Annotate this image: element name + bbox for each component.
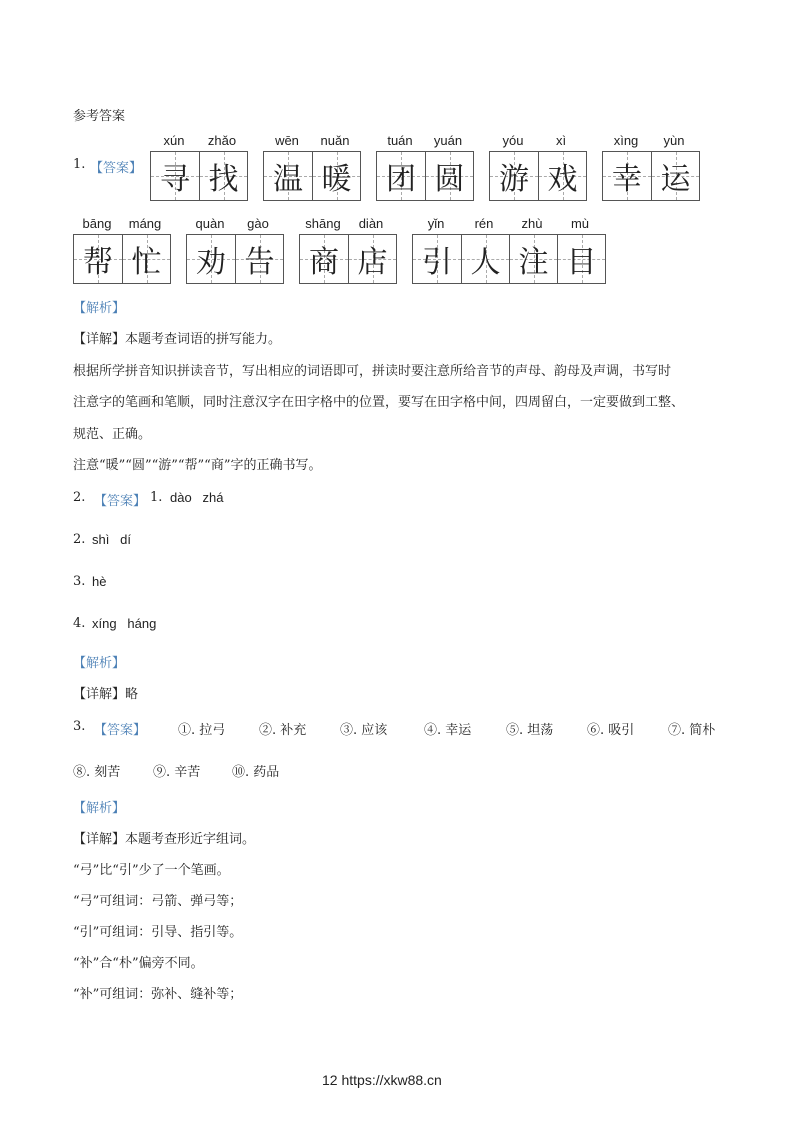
tianzige-cell <box>235 235 283 283</box>
pinyin-syllable: máng <box>128 216 162 231</box>
written-character: 找 <box>208 162 239 197</box>
written-character: 人 <box>470 245 501 280</box>
pinyin-label-group <box>150 133 246 148</box>
written-character: 店 <box>357 245 388 280</box>
tianzige-word-box <box>299 234 397 284</box>
pinyin-syllable: xún <box>163 133 185 148</box>
q3-detail-line: 【详解】本题考查形近字组词。 <box>73 832 256 847</box>
q3-answer-item: ④. 幸运 <box>424 723 472 738</box>
q2-detail: 【详解】略 <box>73 687 139 702</box>
written-character: 引 <box>422 245 452 280</box>
pinyin-label-group <box>263 133 359 148</box>
pinyin-syllable: zhù <box>521 216 543 231</box>
tianzige-cell <box>377 152 425 200</box>
q3-detail-line: “补”可组词：弥补、缝补等； <box>73 987 243 1002</box>
q3-answer-item: ③. 应该 <box>340 723 388 738</box>
tianzige-cell <box>651 152 699 200</box>
pinyin-label-group <box>602 133 698 148</box>
q3-analysis-tag: 【解析】 <box>73 801 126 816</box>
written-character: 商 <box>309 245 339 280</box>
tianzige-cell <box>538 152 586 200</box>
q3-answer-item: ⑥. 吸引 <box>587 723 635 738</box>
page-footer: 12 https://xkw88.cn <box>322 1072 442 1088</box>
tianzige-word-box <box>186 234 284 284</box>
q2-answer-4: xíng háng <box>92 616 157 631</box>
tianzige-cell <box>122 235 170 283</box>
pinyin-syllable: xìng <box>613 133 639 148</box>
q1-number: 1. <box>73 157 86 172</box>
pinyin-label-group <box>489 133 585 148</box>
q1-detail: 【详解】本题考查词语的拼写能力。 <box>73 332 282 347</box>
pinyin-syllable: wēn <box>275 133 299 148</box>
pinyin-syllable: zhǎo <box>207 133 237 148</box>
tianzige-word-box <box>489 151 587 201</box>
pinyin-syllable: bāng <box>82 216 112 231</box>
pinyin-label-group <box>376 133 472 148</box>
pinyin-label-group <box>412 216 604 231</box>
written-character: 圆 <box>434 162 465 197</box>
q1-note: 注意“暖”“圆”“游”“帮”“商”字的正确书写。 <box>73 458 322 473</box>
tianzige-word-box <box>73 234 171 284</box>
written-character: 戏 <box>547 162 578 197</box>
tianzige-word-box <box>602 151 700 201</box>
pinyin-syllable: mù <box>570 216 590 231</box>
pinyin-syllable: yùn <box>663 133 685 148</box>
written-character: 目 <box>566 245 597 280</box>
tianzige-cell <box>490 152 538 200</box>
q1-paragraph-3: 规范、正确。 <box>73 427 152 442</box>
written-character: 忙 <box>131 245 162 280</box>
tianzige-cell <box>413 235 461 283</box>
pinyin-syllable: tuán <box>387 133 413 148</box>
q1-paragraph-2: 注意字的笔画和笔顺，同时注意汉字在田字格中的位置，要写在田字格中间，四周留白，一定要做到工整、 <box>73 395 685 410</box>
tianzige-cell <box>509 235 557 283</box>
tianzige-cell <box>74 235 122 283</box>
written-character: 劝 <box>196 245 226 280</box>
tianzige-cell <box>300 235 348 283</box>
q3-answer-item: ①. 拉弓 <box>178 723 226 738</box>
q3-answer-tag: 【答案】 <box>94 723 147 738</box>
tianzige-cell <box>348 235 396 283</box>
tianzige-cell <box>199 152 247 200</box>
written-character: 告 <box>244 245 275 280</box>
q1-analysis-tag: 【解析】 <box>73 301 126 316</box>
written-character: 团 <box>386 162 416 197</box>
written-character: 暖 <box>321 162 352 197</box>
tianzige-word-box <box>150 151 248 201</box>
q2-answer-3: hè <box>92 574 107 589</box>
q2-answer-2-number: 2. <box>73 532 86 547</box>
q2-answer-1: dào zhá <box>170 490 224 505</box>
tianzige-word-box <box>376 151 474 201</box>
pinyin-syllable: quàn <box>195 216 225 231</box>
q1-paragraph-1: 根据所学拼音知识拼读音节，写出相应的词语即可，拼读时要注意所给音节的声母、韵母及声调，书写时 <box>73 364 672 379</box>
q1-answer-tag: 【答案】 <box>90 161 143 176</box>
pinyin-label-group <box>186 216 282 231</box>
tianzige-cell <box>187 235 235 283</box>
tianzige-word-box <box>263 151 361 201</box>
pinyin-syllable: yǐn <box>427 216 445 231</box>
written-character: 游 <box>499 162 529 197</box>
q3-answer-item: ⑦. 简朴 <box>668 723 716 738</box>
q2-answer-1-number: 1. <box>150 490 163 505</box>
q2-answer-2: shì dí <box>92 532 132 547</box>
pinyin-syllable: yuán <box>433 133 463 148</box>
q3-answer-item: ⑤. 坦荡 <box>506 723 554 738</box>
tianzige-word-box <box>412 234 606 284</box>
page-title: 参考答案 <box>73 109 126 124</box>
tianzige-cell <box>312 152 360 200</box>
q2-answer-4-number: 4. <box>73 616 86 631</box>
pinyin-syllable: xì <box>555 133 567 148</box>
q2-analysis-tag: 【解析】 <box>73 656 126 671</box>
written-character: 幸 <box>612 162 642 197</box>
q3-answer-item: ②. 补充 <box>259 723 307 738</box>
q3-detail-line: “补”合“朴”偏旁不同。 <box>73 956 204 971</box>
pinyin-syllable: shāng <box>305 216 341 231</box>
q3-detail-line: “弓”可组词：弓箭、弹弓等； <box>73 894 243 909</box>
tianzige-cell <box>151 152 199 200</box>
q2-answer-3-number: 3. <box>73 574 86 589</box>
written-character: 帮 <box>83 245 113 280</box>
pinyin-syllable: diàn <box>358 216 384 231</box>
q3-detail-line: “弓”比“引”少了一个笔画。 <box>73 863 230 878</box>
pinyin-syllable: nuǎn <box>320 133 350 148</box>
pinyin-label-group <box>299 216 395 231</box>
pinyin-syllable: yóu <box>502 133 524 148</box>
tianzige-cell <box>461 235 509 283</box>
q3-number: 3. <box>73 719 86 734</box>
written-character: 温 <box>273 162 303 197</box>
written-character: 运 <box>660 162 691 197</box>
q2-number: 2. <box>73 490 86 505</box>
pinyin-syllable: rén <box>474 216 494 231</box>
q3-answer-item: ⑧. 刻苦 <box>73 765 121 780</box>
pinyin-syllable: gào <box>247 216 269 231</box>
written-character: 寻 <box>160 162 190 197</box>
q3-detail-line: “引”可组词：引导、指引等。 <box>73 925 243 940</box>
tianzige-cell <box>557 235 605 283</box>
q3-answer-item: ⑨. 辛苦 <box>153 765 201 780</box>
tianzige-cell <box>603 152 651 200</box>
q2-answer-tag: 【答案】 <box>94 494 147 509</box>
pinyin-label-group <box>73 216 169 231</box>
written-character: 注 <box>518 245 549 280</box>
q3-answer-item: ⑩. 药品 <box>232 765 280 780</box>
tianzige-cell <box>264 152 312 200</box>
tianzige-cell <box>425 152 473 200</box>
